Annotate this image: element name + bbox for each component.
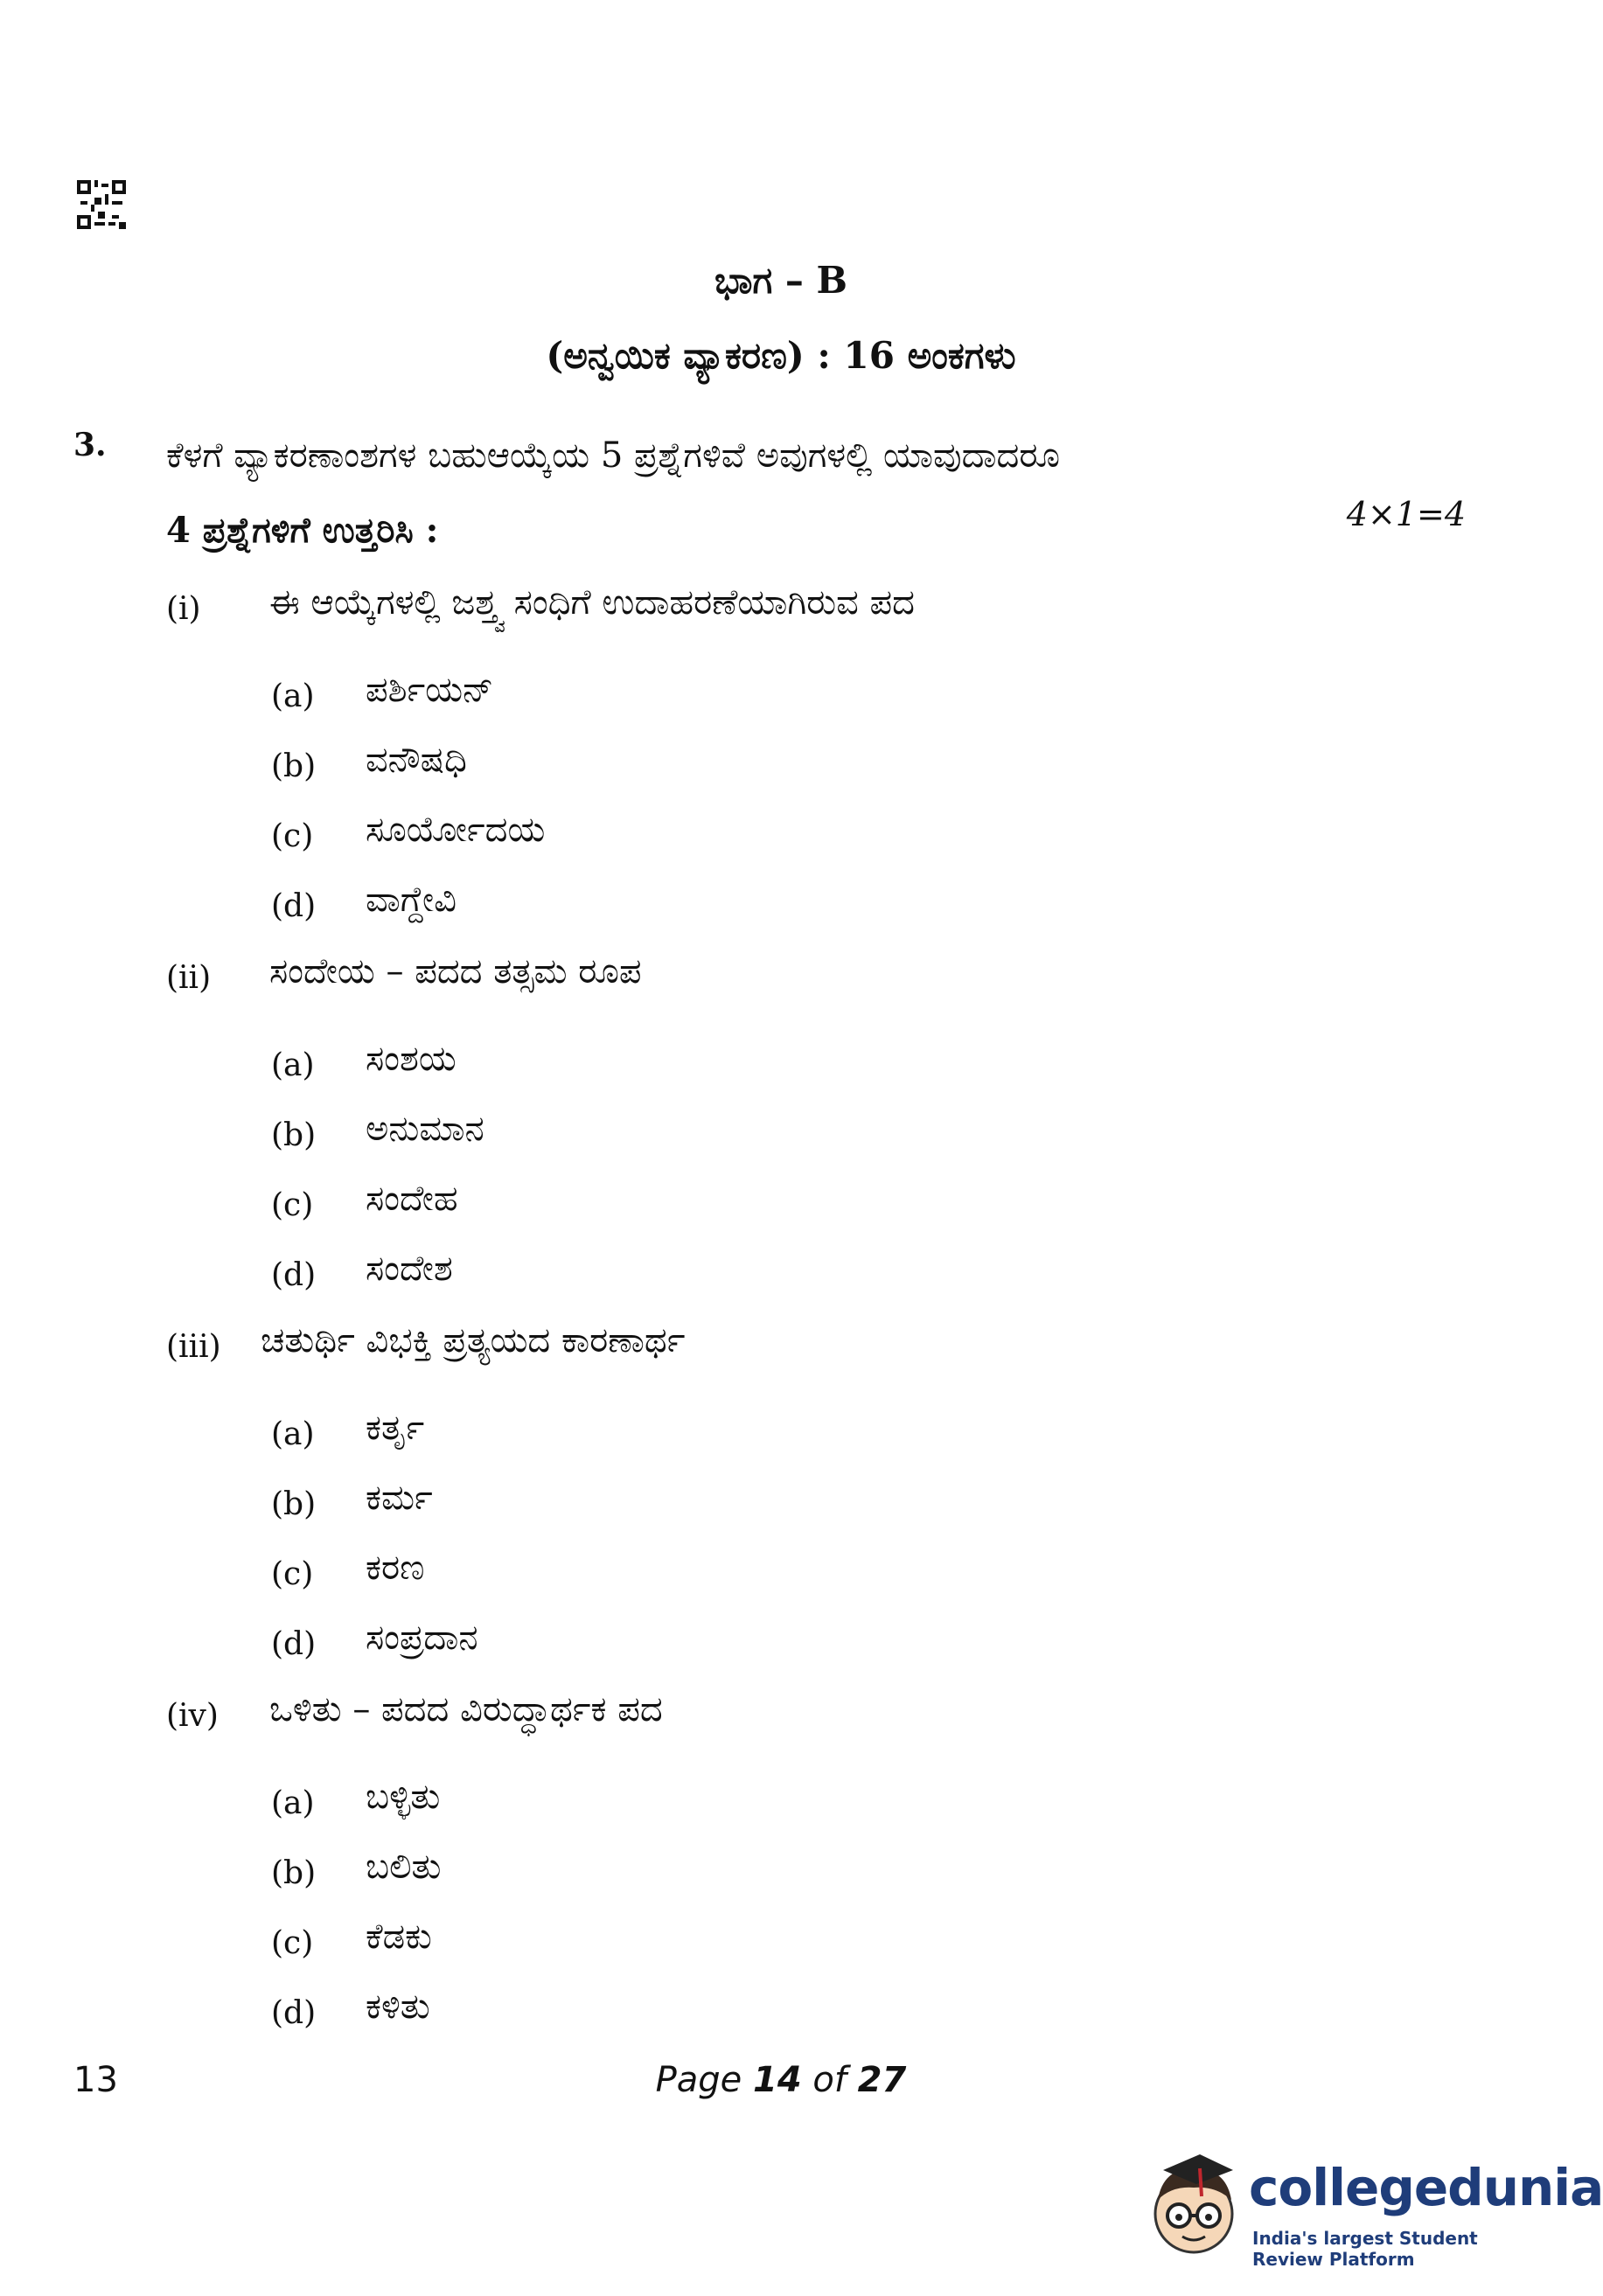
subquestion-text: ಒಳಿತು – ಪದದ ವಿರುದ್ಧಾರ್ಥಕ ಪದ bbox=[269, 1689, 663, 1729]
option-text: ಸೂರ್ಯೋದಯ bbox=[366, 810, 546, 850]
option-label: (c) bbox=[271, 1925, 314, 1961]
option-label: (d) bbox=[271, 1257, 317, 1293]
subquestion-number: (iv) bbox=[166, 1698, 219, 1734]
question-text bbox=[166, 418, 1390, 568]
option-text: ಪರ್ಶಿಯನ್ bbox=[366, 670, 494, 710]
option-text: ವಾಗ್ದೇವಿ bbox=[366, 880, 457, 920]
option-label: (a) bbox=[271, 1047, 315, 1083]
option-text: ಕರ್ತೃ bbox=[366, 1408, 425, 1448]
option-label: (d) bbox=[271, 888, 317, 924]
option-label: (d) bbox=[271, 1626, 317, 1662]
option-text: ಕರ್ಮ bbox=[366, 1478, 433, 1518]
question-line-1: ಕೆಳಗೆ ವ್ಯಾಕರಣಾಂಶಗಳ ಬಹುಆಯ್ಕೆಯ 5 ಪ್ರಶ್ನೆಗಳಿವೆ ಅವುಗಳಲ್ಲಿ ಯಾವುದಾದರೂ bbox=[166, 435, 1061, 476]
option-text: ಕರಣ bbox=[366, 1548, 425, 1588]
brand-logo bbox=[1146, 2142, 1603, 2282]
option-label: (b) bbox=[271, 1117, 317, 1153]
option-text: ಕೆಡಕು bbox=[366, 1917, 432, 1957]
option-label: (b) bbox=[271, 1855, 317, 1891]
option-text: ವನೌಷಧಿ bbox=[366, 740, 467, 780]
question-line-2: 4 ಪ್ರಶ್ನೆಗಳಿಗೆ ಉತ್ತರಿಸಿ : bbox=[166, 510, 439, 551]
option-text: ಅನುಮಾನ bbox=[366, 1109, 484, 1149]
brand-tagline: India's largest Student Review Platform bbox=[1252, 2228, 1478, 2270]
paper-code: 13 bbox=[73, 2060, 118, 2100]
subquestion-text: ಈ ಆಯ್ಕೆಗಳಲ್ಲಿ ಜಶ್ತ್ವ ಸಂಧಿಗೆ ಉದಾಹರಣೆಯಾಗಿರುವ ಪದ bbox=[269, 582, 916, 623]
question-number: 3. bbox=[73, 427, 107, 463]
mascot-icon bbox=[1146, 2142, 1242, 2273]
subquestion-text: ಚತುರ್ಥಿ ವಿಭಕ್ತಿ ಪ್ರತ್ಯಯದ ಕಾರಣಾರ್ಥ bbox=[261, 1320, 686, 1360]
page-number: 14 bbox=[753, 2060, 802, 2100]
option-text: ಸಂದೇಹ bbox=[366, 1179, 458, 1219]
option-text: ಸಂಪ್ರದಾನ bbox=[366, 1618, 478, 1658]
section-title: ಭಾಗ – B bbox=[714, 259, 847, 302]
option-text: ಸಂದೇಶ bbox=[366, 1249, 453, 1289]
option-label: (a) bbox=[271, 1416, 315, 1452]
page-total: 27 bbox=[857, 2060, 907, 2100]
page-indicator bbox=[0, 2060, 1562, 2100]
option-label: (b) bbox=[271, 1486, 317, 1522]
subquestion-number: (i) bbox=[166, 591, 201, 627]
option-label: (a) bbox=[271, 678, 315, 714]
option-label: (c) bbox=[271, 818, 314, 854]
option-text: ಸಂಶಯ bbox=[366, 1039, 457, 1079]
subquestion-number: (iii) bbox=[166, 1329, 221, 1365]
question-marks: 4×1=4 bbox=[1346, 495, 1466, 533]
option-label: (c) bbox=[271, 1556, 314, 1592]
subquestion-number: (ii) bbox=[166, 960, 212, 996]
section-subtitle: (ಅನ್ವಯಿಕ ವ್ಯಾಕರಣ) : 16 ಅಂಕಗಳು bbox=[546, 334, 1016, 377]
option-label: (a) bbox=[271, 1785, 315, 1821]
subquestion-text: ಸಂದೇಯ – ಪದದ ತತ್ಸಮ ರೂಪ bbox=[269, 951, 642, 991]
of-word: of bbox=[812, 2060, 847, 2100]
brand-name: collegedunia bbox=[1249, 2158, 1603, 2217]
option-label: (d) bbox=[271, 1995, 317, 2031]
option-label: (c) bbox=[271, 1187, 314, 1223]
qr-code bbox=[77, 180, 126, 229]
option-text: ಕಳಿತು bbox=[366, 1986, 430, 2027]
option-text: ಬಲಿತು bbox=[366, 1847, 442, 1887]
option-label: (b) bbox=[271, 748, 317, 784]
option-text: ಬಳ್ಳಿತು bbox=[366, 1777, 441, 1817]
page-word: Page bbox=[655, 2060, 742, 2100]
